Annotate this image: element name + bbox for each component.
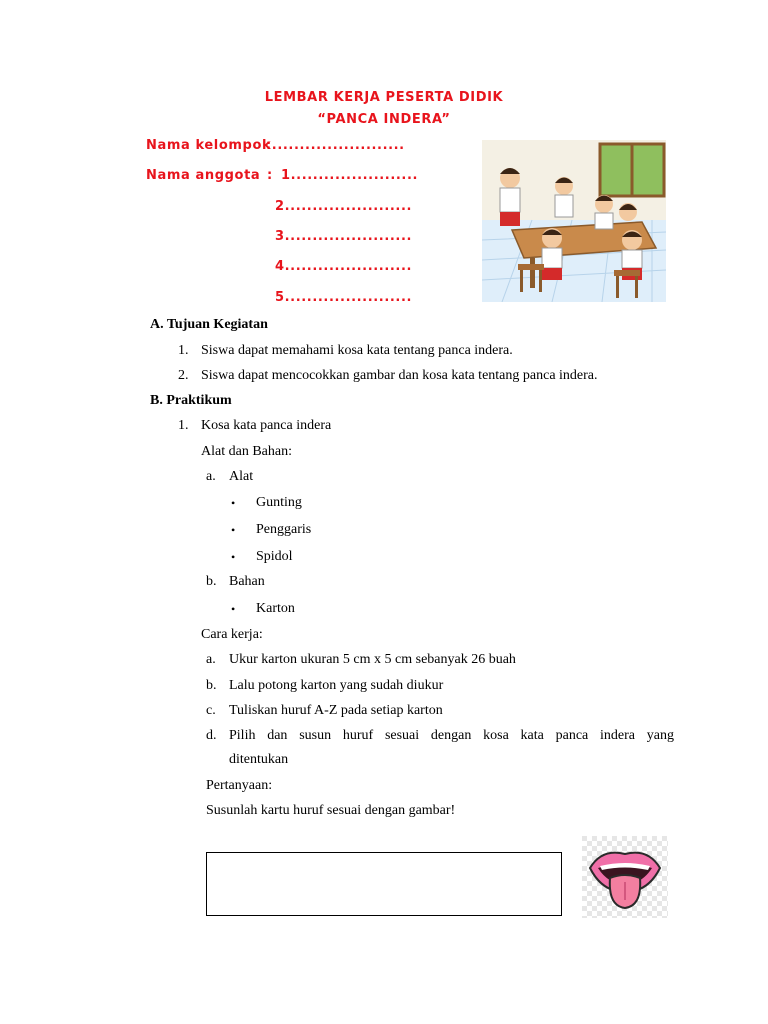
section-b-heading: B. Praktikum [150, 393, 232, 408]
tongue-icon [582, 836, 668, 918]
page-title: LEMBAR KERJA PESERTA DIDIK [264, 90, 504, 105]
answer-box[interactable] [206, 852, 562, 916]
list-item: Lalu potong karton yang sudah diukur [229, 678, 444, 693]
list-item: Karton [256, 601, 295, 616]
question-heading: Pertanyaan: [206, 778, 273, 793]
tools-heading: Alat dan Bahan: [201, 444, 292, 459]
list-item-number: 1. [178, 343, 189, 358]
list-item-number: 2. [178, 368, 189, 383]
page-subtitle: “PANCA INDERA” [317, 112, 451, 127]
member-field-2[interactable]: 2....................... [275, 199, 413, 214]
list-item: Spidol [256, 549, 293, 564]
list-item-letter: c. [206, 703, 216, 718]
list-item-continuation: ditentukan [229, 752, 289, 767]
member-field-1[interactable]: 1....................... [281, 168, 419, 183]
list-item: Pilih dan susun huruf sesuai dengan kosa kata panca indera yang [229, 728, 674, 743]
list-item-letter: d. [206, 728, 217, 743]
list-item-letter: b. [206, 678, 217, 693]
bullet-icon: • [231, 523, 236, 537]
list-item: Siswa dapat memahami kosa kata tentang panca indera. [201, 343, 513, 358]
bullet-icon: • [231, 550, 236, 564]
member-colon: : [267, 168, 273, 183]
classroom-group-illustration [482, 140, 666, 302]
member-field-4[interactable]: 4....................... [275, 259, 413, 274]
list-item-letter: a. [206, 652, 216, 667]
list-item: Siswa dapat mencocokkan gambar dan kosa kata tentang panca indera. [201, 368, 598, 383]
materials-label: Bahan [229, 574, 265, 589]
list-item-letter: b. [206, 574, 217, 589]
list-item: Gunting [256, 495, 302, 510]
group-name-label: Nama kelompok [146, 138, 272, 153]
bullet-icon: • [231, 602, 236, 616]
list-item: Tuliskan huruf A-Z pada setiap karton [229, 703, 443, 718]
tools-label: Alat [229, 469, 254, 484]
list-item-letter: a. [206, 469, 216, 484]
list-item-number: 1. [178, 418, 189, 433]
member-field-5[interactable]: 5....................... [275, 290, 413, 305]
section-a-heading: A. Tujuan Kegiatan [150, 317, 268, 332]
question-text: Susunlah kartu huruf sesuai dengan gambar! [206, 803, 456, 818]
member-field-3[interactable]: 3....................... [275, 229, 413, 244]
list-item: Kosa kata panca indera [201, 418, 332, 433]
list-item: Ukur karton ukuran 5 cm x 5 cm sebanyak 26 buah [229, 652, 516, 667]
bullet-icon: • [231, 496, 236, 510]
list-item: Penggaris [256, 522, 312, 537]
member-label: Nama anggota [146, 168, 261, 183]
steps-heading: Cara kerja: [201, 627, 263, 642]
group-name-field[interactable]: :........................ [266, 138, 405, 153]
